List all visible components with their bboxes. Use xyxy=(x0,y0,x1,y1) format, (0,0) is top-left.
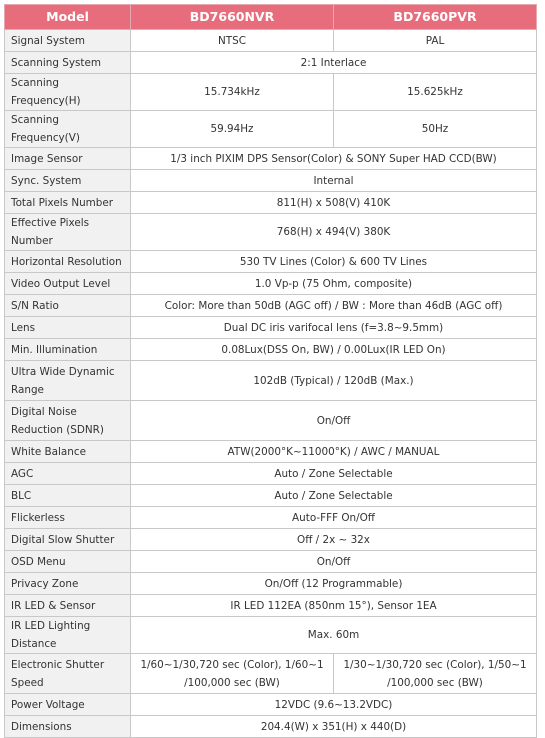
spec-label: Lens xyxy=(5,317,131,339)
spec-value-bd7660pvr: 1/30~1/30,720 sec (Color), 1/50~1 /100,000 sec (BW) xyxy=(334,654,537,694)
spec-label: Video Output Level xyxy=(5,273,131,295)
spec-value-shared: 2:1 Interlace xyxy=(131,52,537,74)
table-row xyxy=(5,361,537,401)
table-row xyxy=(5,573,537,595)
spec-label: Power Voltage xyxy=(5,694,131,716)
table-row xyxy=(5,507,537,529)
header-model: Model xyxy=(5,5,131,30)
table-row xyxy=(5,654,537,694)
spec-value-shared: 0.08Lux(DSS On, BW) / 0.00Lux(IR LED On) xyxy=(131,339,537,361)
spec-label: Total Pixels Number xyxy=(5,192,131,214)
spec-value-shared: Color: More than 50dB (AGC off) / BW : More than 46dB (AGC off) xyxy=(131,295,537,317)
spec-value-shared: 12VDC (9.6~13.2VDC) xyxy=(131,694,537,716)
spec-value-bd7660nvr: 15.734kHz xyxy=(131,74,334,111)
table-row xyxy=(5,30,537,52)
table-row xyxy=(5,214,537,251)
table-row xyxy=(5,192,537,214)
spec-label: BLC xyxy=(5,485,131,507)
spec-body xyxy=(5,30,537,738)
spec-value-shared: ATW(2000°K~11000°K) / AWC / MANUAL xyxy=(131,441,537,463)
spec-value-bd7660nvr: 1/60~1/30,720 sec (Color), 1/60~1 /100,000 sec (BW) xyxy=(131,654,334,694)
spec-value-shared: Internal xyxy=(131,170,537,192)
table-row xyxy=(5,170,537,192)
table-row xyxy=(5,551,537,573)
spec-label: Ultra Wide Dynamic Range xyxy=(5,361,131,401)
spec-value-bd7660pvr: 50Hz xyxy=(334,111,537,148)
spec-label: Scanning System xyxy=(5,52,131,74)
spec-value-bd7660pvr: PAL xyxy=(334,30,537,52)
spec-label: Horizontal Resolution xyxy=(5,251,131,273)
spec-label: S/N Ratio xyxy=(5,295,131,317)
spec-value-shared: Auto-FFF On/Off xyxy=(131,507,537,529)
spec-value-bd7660nvr: NTSC xyxy=(131,30,334,52)
spec-value-shared: On/Off xyxy=(131,551,537,573)
table-row xyxy=(5,52,537,74)
table-row xyxy=(5,595,537,617)
spec-value-shared: Auto / Zone Selectable xyxy=(131,485,537,507)
spec-value-shared: 102dB (Typical) / 120dB (Max.) xyxy=(131,361,537,401)
spec-value-shared: Auto / Zone Selectable xyxy=(131,463,537,485)
spec-value-shared: 1.0 Vp-p (75 Ohm, composite) xyxy=(131,273,537,295)
spec-label: Dimensions xyxy=(5,716,131,738)
table-row xyxy=(5,617,537,654)
table-row xyxy=(5,694,537,716)
spec-label: OSD Menu xyxy=(5,551,131,573)
spec-label: Privacy Zone xyxy=(5,573,131,595)
spec-table xyxy=(4,4,537,738)
table-row xyxy=(5,148,537,170)
spec-value-shared: Off / 2x ~ 32x xyxy=(131,529,537,551)
spec-label: AGC xyxy=(5,463,131,485)
table-row xyxy=(5,273,537,295)
table-row xyxy=(5,317,537,339)
table-row xyxy=(5,339,537,361)
spec-value-shared: 204.4(W) x 351(H) x 440(D) xyxy=(131,716,537,738)
table-row xyxy=(5,295,537,317)
spec-value-shared: 1/3 inch PIXIM DPS Sensor(Color) & SONY Super HAD CCD(BW) xyxy=(131,148,537,170)
spec-value-shared: On/Off (12 Programmable) xyxy=(131,573,537,595)
spec-label: Digital Noise Reduction (SDNR) xyxy=(5,401,131,441)
table-row xyxy=(5,74,537,111)
spec-label: Scanning Frequency(H) xyxy=(5,74,131,111)
spec-value-shared: IR LED 112EA (850nm 15°), Sensor 1EA xyxy=(131,595,537,617)
table-row xyxy=(5,111,537,148)
table-row xyxy=(5,463,537,485)
spec-label: Effective Pixels Number xyxy=(5,214,131,251)
spec-label: Sync. System xyxy=(5,170,131,192)
spec-label: Electronic Shutter Speed xyxy=(5,654,131,694)
spec-value-bd7660nvr: 59.94Hz xyxy=(131,111,334,148)
spec-value-bd7660pvr: 15.625kHz xyxy=(334,74,537,111)
header-row xyxy=(5,5,537,30)
spec-label: White Balance xyxy=(5,441,131,463)
spec-value-shared: Max. 60m xyxy=(131,617,537,654)
spec-label: Signal System xyxy=(5,30,131,52)
table-row xyxy=(5,529,537,551)
spec-label: IR LED Lighting Distance xyxy=(5,617,131,654)
header-bd7660nvr: BD7660NVR xyxy=(131,5,334,30)
table-row xyxy=(5,441,537,463)
spec-value-shared: On/Off xyxy=(131,401,537,441)
spec-label: Flickerless xyxy=(5,507,131,529)
header-bd7660pvr: BD7660PVR xyxy=(334,5,537,30)
table-row xyxy=(5,485,537,507)
spec-label: IR LED & Sensor xyxy=(5,595,131,617)
table-row xyxy=(5,401,537,441)
spec-label: Min. Illumination xyxy=(5,339,131,361)
spec-value-shared: 811(H) x 508(V) 410K xyxy=(131,192,537,214)
spec-value-shared: Dual DC iris varifocal lens (f=3.8~9.5mm) xyxy=(131,317,537,339)
spec-value-shared: 768(H) x 494(V) 380K xyxy=(131,214,537,251)
spec-label: Digital Slow Shutter xyxy=(5,529,131,551)
spec-label: Image Sensor xyxy=(5,148,131,170)
table-row xyxy=(5,716,537,738)
spec-value-shared: 530 TV Lines (Color) & 600 TV Lines xyxy=(131,251,537,273)
table-row xyxy=(5,251,537,273)
spec-label: Scanning Frequency(V) xyxy=(5,111,131,148)
